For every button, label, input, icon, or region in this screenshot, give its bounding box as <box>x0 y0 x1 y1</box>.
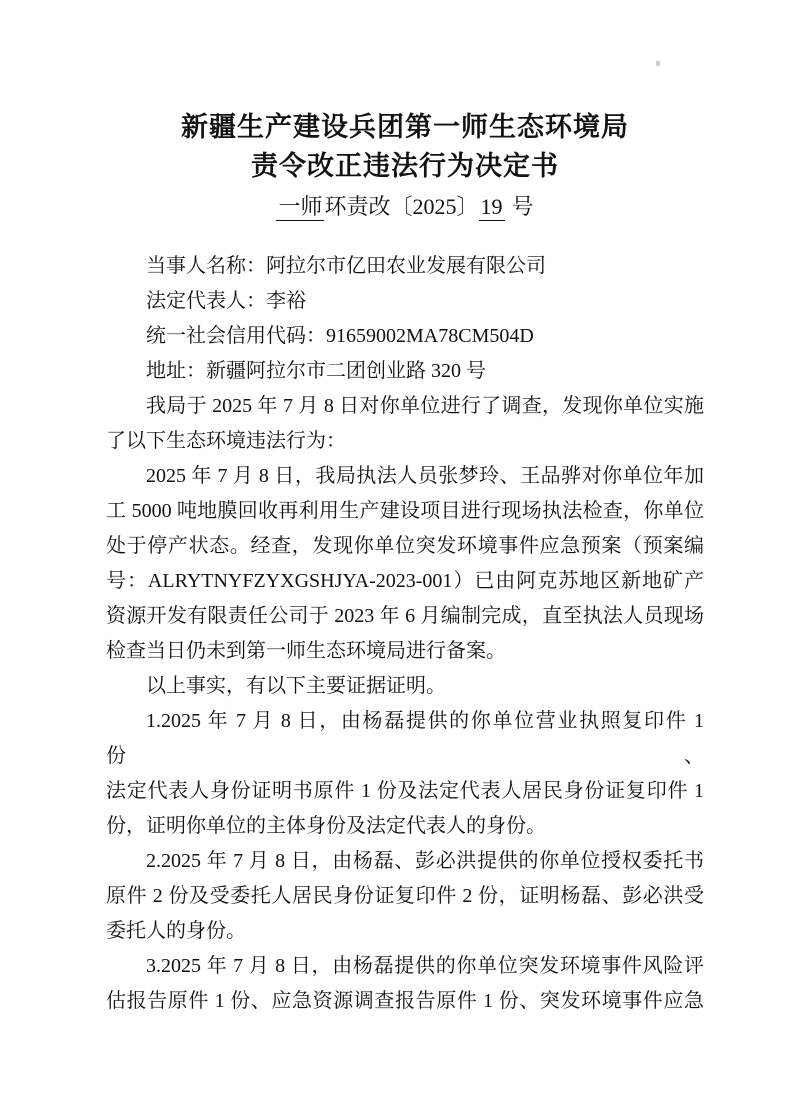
body-line: 份，证明你单位的主体身份及法定代表人的身份。 <box>106 815 546 837</box>
title-line-2: 责令改正违法行为决定书 <box>251 151 559 181</box>
body-line: 以上事实，有以下主要证据证明。 <box>146 675 446 697</box>
doc-number-value: 19 <box>480 194 503 219</box>
body-line: 资源开发有限责任公司于 2023 年 6 月编制完成，直至执法人员现场 <box>106 605 704 627</box>
body-line: 委托人的身份。 <box>106 920 246 942</box>
title-line-1: 新疆生产建设兵团第一师生态环境局 <box>181 112 629 142</box>
body-line: 处于停产状态。经查，发现你单位突发环境事件应急预案（预案编 <box>106 535 704 557</box>
doc-number-issuer: 一师 <box>278 194 323 219</box>
document-body <box>106 249 704 1019</box>
doc-number-middle: 环责改〔2025〕 <box>324 194 479 219</box>
body-line: 法定代表人身份证明书原件 1 份及法定代表人居民身份证复印件 1 <box>106 780 704 802</box>
scan-speck <box>656 61 660 66</box>
body-line: 法定代表人：李裕 <box>146 290 306 312</box>
body-line: 1.2025 年 7 月 8 日，由杨磊提供的你单位营业执照复印件 1 份、 <box>106 710 704 767</box>
body-line: 我局于 2025 年 7 月 8 日对你单位进行了调查，发现你单位实施 <box>146 395 704 417</box>
body-line: 统一社会信用代码：91659002MA78CM504D <box>146 325 534 347</box>
body-line: 3.2025 年 7 月 8 日，由杨磊提供的你单位突发环境事件风险评 <box>146 955 704 977</box>
document-number <box>106 192 704 222</box>
body-line: 号：ALRYTNYFZYXGSHJYA-2023-001）已由阿克苏地区新地矿产 <box>106 570 704 592</box>
body-line: 工 5000 吨地膜回收再利用生产建设项目进行现场执法检查，你单位 <box>106 500 704 522</box>
body-line: 2025 年 7 月 8 日，我局执法人员张梦玲、王品骅对你单位年加 <box>146 465 704 487</box>
body-line: 估报告原件 1 份、应急资源调查报告原件 1 份、突发环境事件应急 <box>106 990 704 1012</box>
body-line: 当事人名称：阿拉尔市亿田农业发展有限公司 <box>146 255 546 277</box>
body-line: 2.2025 年 7 月 8 日，由杨磊、彭必洪提供的你单位授权委托书 <box>146 850 704 872</box>
body-line: 原件 2 份及受委托人居民身份证复印件 2 份，证明杨磊、彭必洪受 <box>106 885 704 907</box>
doc-number-suffix: 号 <box>511 194 534 219</box>
body-line: 地址：新疆阿拉尔市二团创业路 320 号 <box>146 360 486 382</box>
body-line: 了以下生态环境违法行为： <box>106 430 346 452</box>
body-line: 检查当日仍未到第一师生态环境局进行备案。 <box>106 640 506 662</box>
document-title <box>106 108 704 186</box>
